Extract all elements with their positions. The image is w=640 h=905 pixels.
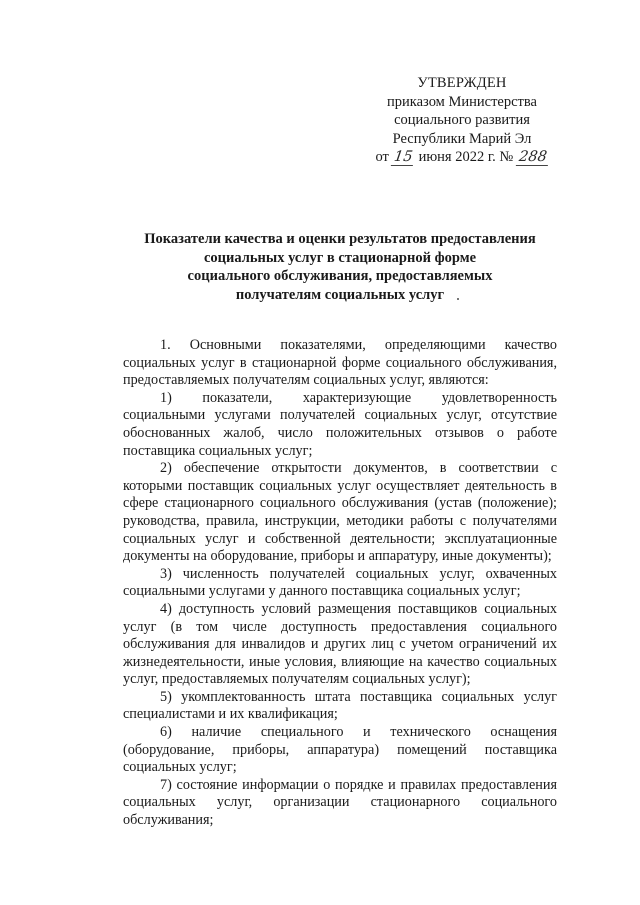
paragraph-8: 7) состояние информации о порядке и правилах предоставления социальных услуг, организации стационарного социального обслуживания; bbox=[123, 776, 557, 829]
paragraph-5: 4) доступность условий размещения поставщиков социальных услуг (в том числе доступность предоставления социального обслуживания для инвалидов и других лиц с учетом ограничений их жизнедеятельности, иные условия, влияющие на качество социальных услуг, предоставляемых получателям социальных услуг); bbox=[123, 600, 557, 688]
document-body bbox=[123, 337, 557, 830]
paragraph-1: 1. Основными показателями, определяющими качество социальных услуг в стационарной форме социального обслуживания, предоставляемых получателям социальных услуг, являются: bbox=[123, 337, 557, 389]
approval-date-line bbox=[362, 148, 562, 167]
paragraph-7: 6) наличие специального и технического оснащения (оборудование, приборы, аппаратура) помещений поставщика социальных услуг; bbox=[123, 724, 557, 776]
approval-order-number: 288 bbox=[516, 149, 550, 166]
approval-date-prefix: от bbox=[375, 149, 389, 166]
title-line-2: социальных услуг в стационарной форме bbox=[203, 249, 477, 266]
approval-block bbox=[362, 74, 562, 167]
approval-issuer-line-1: приказом Министерства bbox=[387, 93, 537, 110]
paragraph-4: 3) численность получателей социальных услуг, охваченных социальными услугами у данного поставщика социальных услуг; bbox=[123, 565, 557, 600]
title-line-1: Показатели качества и оценки результатов предоставления bbox=[144, 231, 536, 247]
paragraph-3: 2) обеспечение открытости документов, в соответствии с которыми поставщик социальных услуг осуществляет деятельность в сфере стационарного социального обслуживания (устав (положение); руководства, правила, инструкции, методики работы с получателями социальных услуг и собственной деятельности; эксплуатационные документы на оборудование, приборы и аппаратуру, иные документы); bbox=[123, 460, 557, 565]
approval-issuer-line-3: Республики Марий Эл bbox=[392, 130, 532, 147]
scan-speck bbox=[457, 298, 459, 300]
approval-date-month-year: июня 2022 г. № bbox=[418, 149, 514, 166]
title-line-4: получателям социальных услуг bbox=[235, 286, 445, 303]
paragraph-6: 5) укомплектованность штата поставщика социальных услуг специалистами и их квалификация; bbox=[123, 688, 557, 723]
document-title bbox=[120, 230, 560, 304]
approval-heading: УТВЕРЖДЕН bbox=[417, 75, 507, 91]
approval-date-day: 15 bbox=[391, 149, 416, 166]
approval-issuer-line-2: социального развития bbox=[394, 112, 530, 129]
paragraph-2: 1) показатели, характеризующие удовлетворенность социальными услугами получателей социальных услуг, отсутствие обоснованных жалоб, число положительных отзывов о работе поставщика социальных услуг; bbox=[123, 389, 557, 459]
title-line-3: социального обслуживания, предоставляемых bbox=[187, 268, 493, 285]
